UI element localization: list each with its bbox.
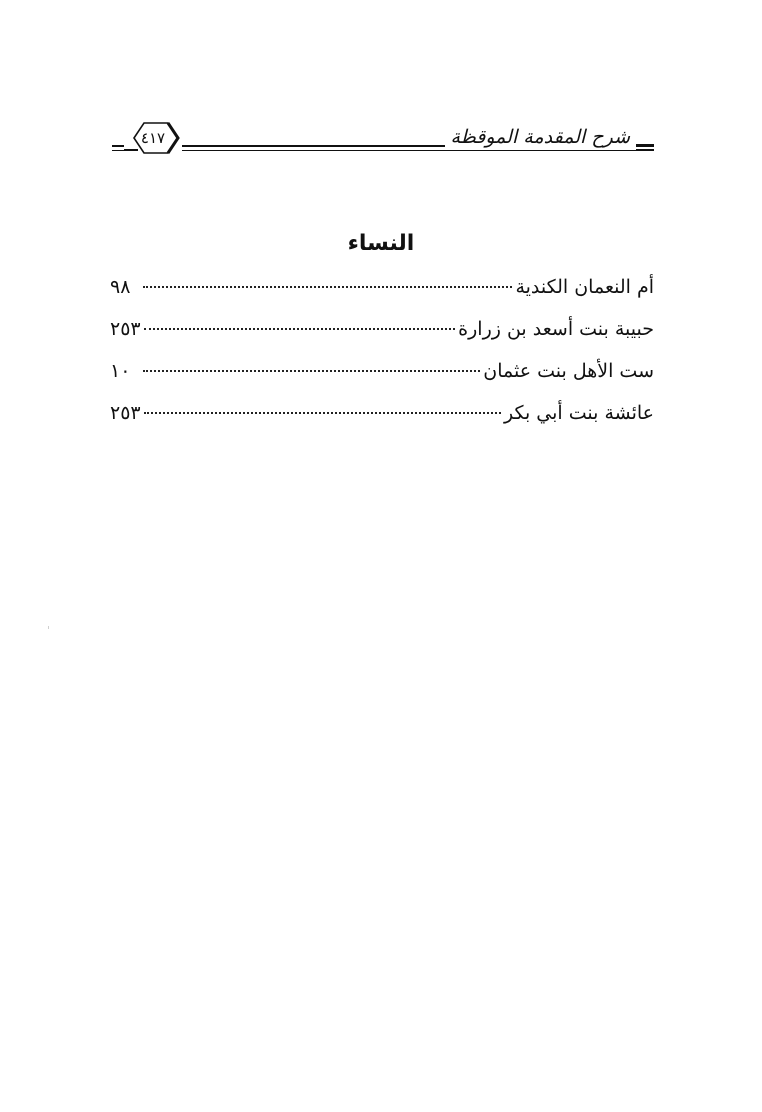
entry-name: ست الأهل بنت عثمان <box>483 360 654 382</box>
entry-page-number: ٩٨ <box>110 276 131 298</box>
header-lead-thick <box>636 144 654 146</box>
page-number-badge <box>124 120 182 156</box>
index-entry <box>110 272 654 314</box>
entry-page-number: ٢٥٣ <box>110 318 141 340</box>
dot-leader <box>143 370 480 372</box>
dot-leader <box>144 412 501 414</box>
header-lead-thin <box>636 149 654 150</box>
dot-leader <box>144 328 456 330</box>
index-entries <box>110 272 654 440</box>
running-header <box>112 118 654 158</box>
index-entry <box>110 398 654 440</box>
entry-name: عائشة بنت أبي بكر <box>503 402 654 424</box>
entry-page-number: ١٠ <box>110 360 131 382</box>
book-title: شرح المقدمة الموقظة <box>445 124 636 150</box>
index-entry <box>110 314 654 356</box>
dot-leader <box>143 286 512 288</box>
scan-speck <box>48 626 49 629</box>
section-heading: النساء <box>347 231 415 256</box>
page-number: ٤١٧ <box>140 129 166 147</box>
index-entry <box>110 356 654 398</box>
entry-page-number: ٢٥٣ <box>110 402 141 424</box>
header-rule-thin <box>112 150 654 151</box>
entry-name: أم النعمان الكندية <box>515 276 654 298</box>
entry-name: حبيبة بنت أسعد بن زرارة <box>458 318 654 340</box>
